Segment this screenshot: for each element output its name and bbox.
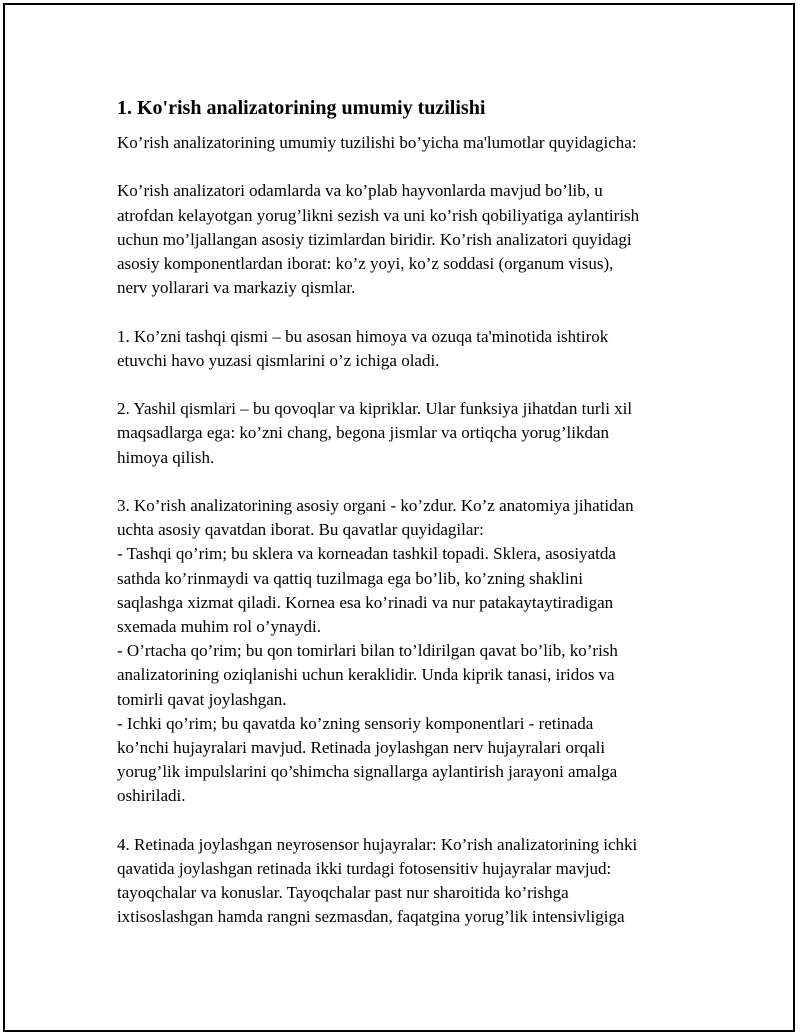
section-3-paragraph: 3. Ko’rish analizatorining asosiy organi - ko’zdur. Ko’z anatomiya jihatidan uchta asosiy qavatdan iborat. Bu qavatlar quyidagilar: - Tashqi qo’rim; bu sklera va korneadan tashkil topadi. Sklera, asosiyatda sathda ko’rinmaydi va qattiq tuzilmaga ega bo’lib, ko’zning shaklini saqlashga xizmat qiladi. Kornea esa ko’rinadi va nur patakaytaytiradigan sxemada muhim rol o’ynaydi. - O’rtacha qo’rim; bu qon tomirlari bilan to’ldirilgan qavat bo’lib, ko’rish analizatorining oziqlanishi uchun keraklidir. Unda kiprik tanasi, iridos va tomirli qavat joylashgan. - Ichki qo’rim; bu qavatda ko’zning sensoriy komponentlari - retinada ko’nchi hujayralari mavjud. Retinada joylashgan nerv hujayralari orqali yorug’lik impulslarini qo’shimcha signallarga aylantirish jarayoni amalga oshiriladi.: [117, 495, 634, 806]
section-2-paragraph: 2. Yashil qismlari – bu qovoqlar va kipriklar. Ular funksiya jihatdan turli xil maqsadlarga ega: ko’zni chang, begona jismlar va ortiqcha yorug’likdan himoya qilish.: [117, 399, 633, 467]
document-title: 1. Ko'rish analizatorining umumiy tuzilishi: [117, 97, 486, 119]
section-4-paragraph: 4. Retinada joylashgan neyrosensor hujayralar: Ko’rish analizatorining ichki qavatida joylashgan retinada ikki turdagi fotosensitiv hujayralar mavjud: tayoqchalar va konuslar. Tayoqchalar past nur sharoitida ko’rishga ixtisoslashgan hamda rangni sezmasdan, faqatgina yorug’lik intensivligiga: [117, 834, 638, 927]
paragraph-gap: [117, 373, 692, 397]
overview-paragraph: Ko’rish analizatori odamlarda va ko’plab hayvonlarda mavjud bo’lib, u atrofdan kelayotgan yorug’likni sezish va uni ko’rish qobiliyatiga aylantirish uchun mo’ljallangan asosiy tizimlardan biridir. Ko’rish analizatori quyidagi asosiy komponentlardan iborat: ko’z yoyi, ko’z soddasi (organum visus), nerv yollarari va markaziy qismlar.: [117, 181, 640, 298]
intro-paragraph: Ko’rish analizatorining umumiy tuzilishi bo’yicha ma'lumotlar quyidagicha:: [117, 133, 637, 152]
section-1-paragraph: 1. Ko’zni tashqi qismi – bu asosan himoya va ozuqa ta'minotida ishtirok etuvchi havo yuzasi qismlarini o’z ichiga oladi.: [117, 326, 609, 370]
paragraph-gap: [117, 155, 692, 179]
document-body: [117, 96, 692, 930]
paragraph-gap: [117, 300, 692, 324]
paragraph-gap: [117, 470, 692, 494]
paragraph-gap: [117, 809, 692, 833]
